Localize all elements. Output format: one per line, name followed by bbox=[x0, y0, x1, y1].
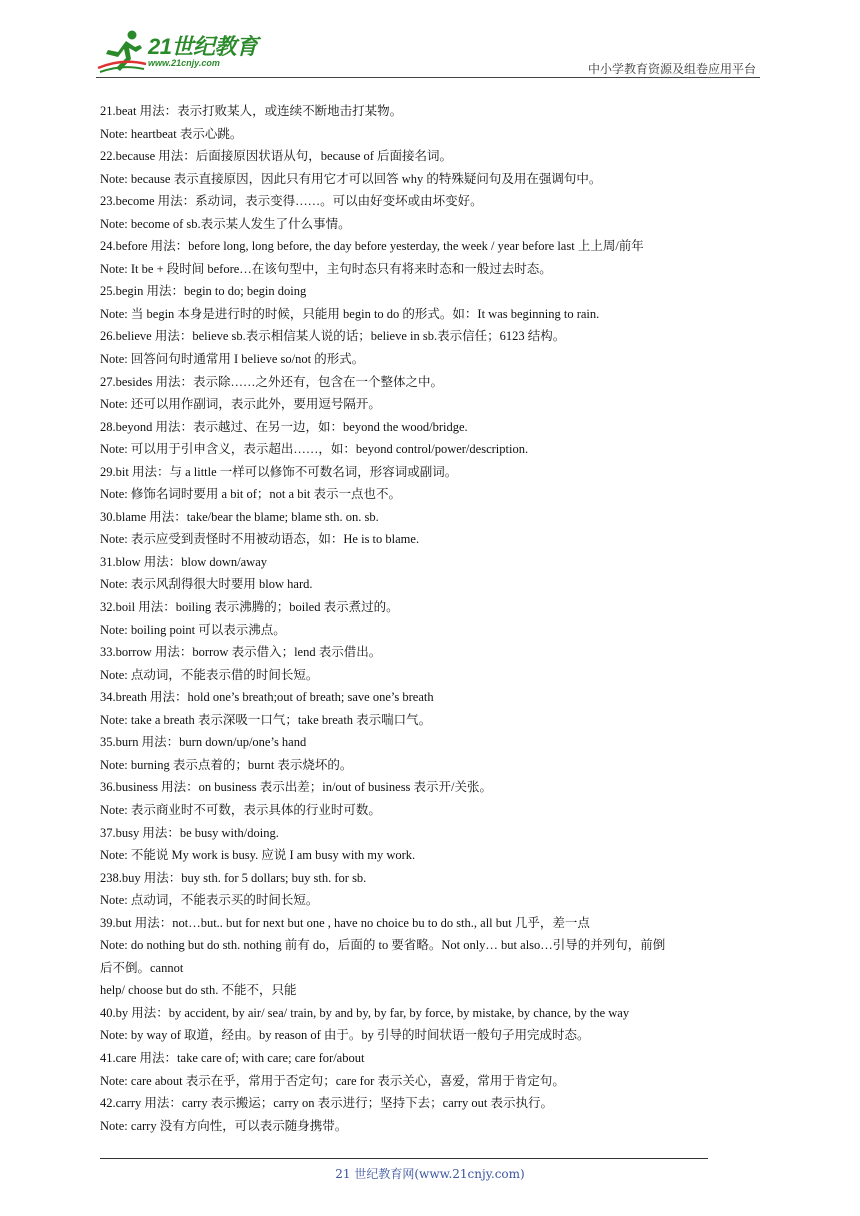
platform-title: 中小学教育资源及组卷应用平台 bbox=[587, 62, 756, 76]
text-line: Note: by way of 取道，经由。by reason of 由于。by 引导的时间状语一般句子用完成时态。 bbox=[100, 1028, 590, 1043]
text-line: Note: do nothing but do sth. nothing 前有 do，后面的 to 要省略。Not only… but also…引导的并列句，前倒 bbox=[100, 938, 666, 953]
text-line: Note: boiling point 可以表示沸点。 bbox=[100, 622, 286, 637]
text-line: 21.beat 用法：表示打败某人，或连续不断地击打某物。 bbox=[100, 104, 403, 118]
text-line: Note: 当 begin 本身是进行时的时候，只能用 begin to do 的形式。如：It was beginning to rain. bbox=[100, 306, 600, 321]
text-line: Note: 修饰名词时要用 a bit of；not a bit 表示一点也不。 bbox=[100, 487, 402, 502]
text-line: Note: heartbeat 表示心跳。 bbox=[100, 126, 243, 141]
logo-url: www.21cnjy.com bbox=[148, 58, 220, 68]
text-line: Note: It be + 段时间 before…在该句型中，主句时态只有将来时态和一般过去时态。 bbox=[100, 261, 552, 276]
header-divider bbox=[96, 77, 760, 78]
text-line: Note: care about 表示在乎，常用于否定句；care for 表示关心，喜爱，常用于肯定句。 bbox=[100, 1073, 565, 1088]
text-line: 22.because 用法：后面接原因状语从句，because of 后面接名词。 bbox=[100, 149, 453, 164]
page-header bbox=[96, 28, 760, 78]
text-line: 41.care 用法：take care of; with care; care for/about bbox=[100, 1050, 365, 1065]
text-line: 27.besides 用法：表示除……之外还有，包含在一个整体之中。 bbox=[100, 374, 444, 389]
text-line: help/ choose but do sth. 不能不，只能 bbox=[100, 983, 297, 998]
text-line: 29.bit 用法：与 a little 一样可以修饰不可数名词，形容词或副词。 bbox=[100, 464, 458, 479]
logo bbox=[96, 28, 266, 76]
text-line: Note: become of sb.表示某人发生了什么事情。 bbox=[100, 216, 351, 231]
text-line: 34.breath 用法：hold one’s breath;out of breath; save one’s breath bbox=[100, 690, 434, 705]
runner-logo-icon bbox=[96, 28, 148, 74]
text-line: 后不倒。cannot bbox=[100, 960, 184, 975]
text-line: 25.begin 用法：begin to do; begin doing bbox=[100, 284, 307, 299]
text-line: 39.but 用法：not…but.. but for next but one , have no choice bu to do sth., all but 几乎，差一点 bbox=[100, 915, 590, 930]
text-line: Note: 点动词，不能表示买的时间长短。 bbox=[100, 893, 319, 908]
text-line: 31.blow 用法：blow down/away bbox=[100, 554, 267, 569]
text-line: Note: 点动词，不能表示借的时间长短。 bbox=[100, 667, 319, 682]
text-line: 36.business 用法：on business 表示出差；in/out of business 表示开/关张。 bbox=[100, 780, 493, 795]
text-line: 35.burn 用法：burn down/up/one’s hand bbox=[100, 735, 307, 750]
text-line: 33.borrow 用法：borrow 表示借入；lend 表示借出。 bbox=[100, 645, 382, 660]
text-line: 40.by 用法：by accident, by air/ sea/ train, by and by, by far, by force, by mistake, by chance, by the way bbox=[100, 1005, 630, 1020]
text-line: 238.buy 用法：buy sth. for 5 dollars; buy sth. for sb. bbox=[100, 870, 367, 885]
page-footer: 21 世纪教育网(www.21cnjy.com) bbox=[335, 1167, 525, 1181]
text-line: Note: 表示商业时不可数，表示具体的行业时可数。 bbox=[100, 802, 381, 817]
text-line: 26.believe 用法：believe sb.表示相信某人说的话；believe in sb.表示信任；6123 结构。 bbox=[100, 329, 566, 344]
text-line: 42.carry 用法：carry 表示搬运；carry on 表示进行；坚持下去；carry out 表示执行。 bbox=[100, 1096, 554, 1111]
text-line: Note: 不能说 My work is busy. 应说 I am busy with my work. bbox=[100, 848, 416, 863]
text-line: 24.before 用法：before long, long before, the day before yesterday, the week / year before last 上上周/前年 bbox=[100, 239, 644, 254]
text-line: 37.busy 用法：be busy with/doing. bbox=[100, 825, 279, 840]
text-line: 30.blame 用法：take/bear the blame; blame sth. on. sb. bbox=[100, 509, 379, 524]
document-body bbox=[100, 100, 750, 1137]
text-line: 28.beyond 用法：表示越过、在另一边，如：beyond the wood/bridge. bbox=[100, 419, 468, 434]
text-line: Note: 表示应受到责怪时不用被动语态，如：He is to blame. bbox=[100, 532, 420, 547]
text-line: Note: carry 没有方向性，可以表示随身携带。 bbox=[100, 1118, 348, 1133]
text-line: Note: burning 表示点着的；burnt 表示烧坏的。 bbox=[100, 757, 353, 772]
text-line: Note: because 表示直接原因，因此只有用它才可以回答 why 的特殊疑问句及用在强调句中。 bbox=[100, 171, 602, 186]
text-line: Note: take a breath 表示深吸一口气；take breath 表示喘口气。 bbox=[100, 712, 432, 727]
text-line: Note: 可以用于引申含义，表示超出……，如：beyond control/power/description. bbox=[100, 442, 529, 457]
logo-text: 21世纪教育 bbox=[148, 34, 258, 59]
text-line: 23.become 用法：系动词，表示变得……。可以由好变坏或由坏变好。 bbox=[100, 194, 483, 209]
text-line: Note: 回答问句时通常用 I believe so/not 的形式。 bbox=[100, 352, 365, 367]
footer-divider bbox=[100, 1158, 708, 1159]
text-line: Note: 还可以用作副词，表示此外，要用逗号隔开。 bbox=[100, 397, 381, 412]
text-line: Note: 表示风刮得很大时要用 blow hard. bbox=[100, 577, 313, 592]
text-line: 32.boil 用法：boiling 表示沸腾的；boiled 表示煮过的。 bbox=[100, 600, 399, 615]
